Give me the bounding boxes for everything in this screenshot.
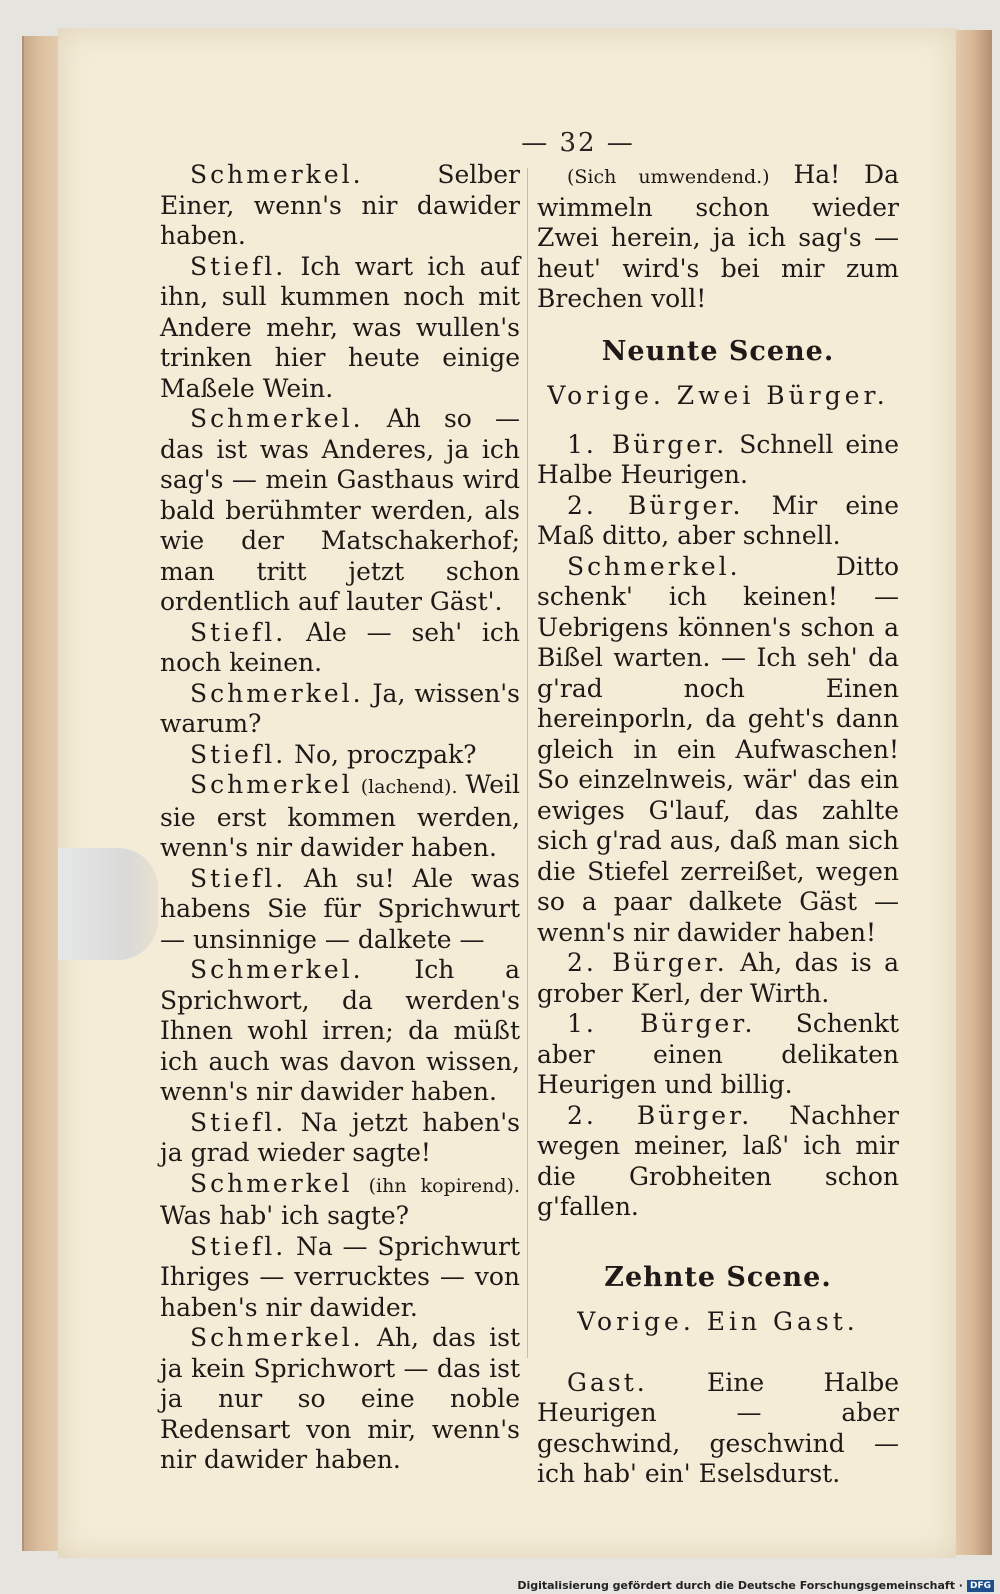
scene-title: Zehnte Scene. xyxy=(604,1261,832,1293)
dialogue-text: Weil sie erst kommen werden, wenn's nir dawider haben. xyxy=(160,770,520,862)
speaker-name: Schmerkel. xyxy=(567,551,741,581)
speaker-name: Gast. xyxy=(567,1367,648,1397)
dialogue-text: Ah, das ist ja kein Sprichwort — das ist ja nur so eine noble Redensart von mir, wenn's nir dawider haben. xyxy=(160,1323,520,1474)
speaker-name: Stiefl. xyxy=(190,617,287,647)
dialogue-paragraph xyxy=(537,1101,899,1223)
dialogue-text: Was hab' ich sagte? xyxy=(160,1201,410,1230)
dialogue-text: Schenkt aber einen delikaten Heurigen und billig. xyxy=(537,1009,900,1099)
scene-lines xyxy=(537,1368,899,1490)
dialogue-paragraph xyxy=(160,404,520,618)
dialogue-paragraph xyxy=(537,160,899,315)
scene-lines xyxy=(537,430,899,1223)
dialogue-paragraph xyxy=(160,252,520,405)
page-clip xyxy=(58,848,158,960)
stage-direction: (lachend). xyxy=(360,776,458,798)
dialogue-text: Selber Einer, wenn's nir dawider haben. xyxy=(160,160,520,250)
dfg-logo: DFG xyxy=(967,1580,994,1592)
speaker-name: Stiefl. xyxy=(190,1231,287,1261)
scene-title: Neunte Scene. xyxy=(601,335,835,367)
dialogue-paragraph xyxy=(160,1323,520,1476)
speaker-name: 1. Bürger. xyxy=(567,1009,756,1038)
speaker-name: Schmerkel. xyxy=(190,678,364,708)
dialogue-text: Schnell eine Halbe Heurigen. xyxy=(537,429,900,489)
dialogue-text: Ah so — das ist was Anderes, ja ich sag's — mein Gasthaus wird bald berühmter werden, als wie der Matschakerhof; man tritt jetzt schon ordentlich auf lauter Gäst'. xyxy=(160,404,520,616)
speaker-name: Schmerkel. xyxy=(190,160,364,189)
speaker-name: 2. Bürger. xyxy=(567,490,744,520)
speaker-name: 1. Bürger. xyxy=(567,429,728,459)
speaker-name: 2. Bürger. xyxy=(567,948,728,977)
left-column xyxy=(160,160,520,1476)
dialogue-paragraph xyxy=(160,770,520,864)
column-divider xyxy=(527,168,528,1358)
speaker-name: Stiefl. xyxy=(190,1107,287,1137)
dialogue-text: Ich wart ich auf ihn, sull kummen noch mit Andere mehr, was wullen's trinken hier heute einige Maßele Wein. xyxy=(160,251,520,403)
speaker-name: Schmerkel xyxy=(190,1168,353,1198)
footer-text: Digitalisierung gefördert durch die Deutsche Forschungsgemeinschaft · xyxy=(517,1579,963,1592)
dialogue-text: Ah, das is a grober Kerl, der Wirth. xyxy=(537,948,899,1008)
dialogue-paragraph xyxy=(160,864,520,956)
dialogue-paragraph xyxy=(160,955,520,1108)
dialogue-text: Na jetzt haben's ja grad wieder sagte! xyxy=(160,1107,520,1167)
scene-cast: Vorige. Zwei Bürger. xyxy=(547,381,889,410)
speaker-name: 2. Bürger. xyxy=(567,1100,753,1130)
dialogue-paragraph xyxy=(537,1368,899,1490)
dialogue-paragraph xyxy=(537,1009,899,1101)
dialogue-paragraph xyxy=(537,491,899,552)
dialogue-paragraph xyxy=(160,1169,520,1232)
dialogue-text: Mir eine Maß ditto, aber schnell. xyxy=(537,490,900,550)
dialogue-text: Nachher wegen meiner, laß' ich mir die Grobheiten schon g'fallen. xyxy=(537,1100,900,1221)
page-number: — 32 — xyxy=(521,128,635,158)
stage-direction: (ihn kopirend). xyxy=(368,1174,521,1197)
dialogue-text: Ja, wissen's warum? xyxy=(160,678,520,738)
speaker-name: Schmerkel. xyxy=(190,955,364,984)
dialogue-text: Ich a Sprichwort, da werden's Ihnen wohl irren; da müßt ich auch was davon wissen, wenn's nir dawider haben. xyxy=(160,955,520,1106)
dialogue-paragraph xyxy=(160,618,520,679)
dialogue-text: Ah su! Ale was habens Sie für Sprichwurt — unsinnige — dalkete — xyxy=(160,863,521,954)
dialogue-paragraph xyxy=(160,160,520,252)
dialogue-paragraph xyxy=(160,1232,520,1324)
dialogue-paragraph xyxy=(537,430,899,491)
dialogue-paragraph xyxy=(160,1108,520,1169)
dialogue-text: Eine Halbe Heurigen — aber geschwind, geschwind — ich hab' ein' Eselsdurst. xyxy=(537,1367,899,1488)
scene-cast: Vorige. Ein Gast. xyxy=(577,1307,859,1336)
dialogue-paragraph xyxy=(537,948,899,1009)
speaker-name: Stiefl. xyxy=(190,251,287,281)
dialogue-paragraph xyxy=(537,552,899,949)
dialogue-text: No, proczpak? xyxy=(294,739,477,769)
footer xyxy=(0,1579,994,1592)
speaker-name: Schmerkel. xyxy=(190,1323,364,1352)
dialogue-paragraph xyxy=(160,740,520,771)
speaker-name: Schmerkel. xyxy=(190,404,364,433)
dialogue-text: Ale — seh' ich noch keinen. xyxy=(160,617,520,677)
speaker-name: Stiefl. xyxy=(190,863,287,893)
dialogue-text: Ha! Da wimmeln schon wieder Zwei herein, ja ich sag's — heut' wird's bei mir zum Brechen voll! xyxy=(537,160,900,313)
dialogue-text: Ditto schenk' ich keinen! — Uebrigens können's schon a Bißel warten. — Ich seh' da g'rad noch Einen hereinporln, da geht's dann gleich in ein Aufwaschen! So einzelnweis, wär' das ein ewiges G'lauf, das zahlte sich g'rad aus, daß man sich die Stiefel zerreißet, wegen so a paar dalkete Gäst — wenn's nir dawider haben! xyxy=(537,551,899,947)
right-column xyxy=(537,160,899,1490)
speaker-name: Schmerkel xyxy=(190,770,353,799)
dialogue-paragraph xyxy=(160,679,520,740)
dialogue-text: Na — Sprichwurt Ihriges — verrucktes — von haben's nir dawider. xyxy=(160,1231,520,1322)
stage-direction: (Sich umwendend.) xyxy=(567,166,770,188)
speaker-name: Stiefl. xyxy=(190,739,287,769)
